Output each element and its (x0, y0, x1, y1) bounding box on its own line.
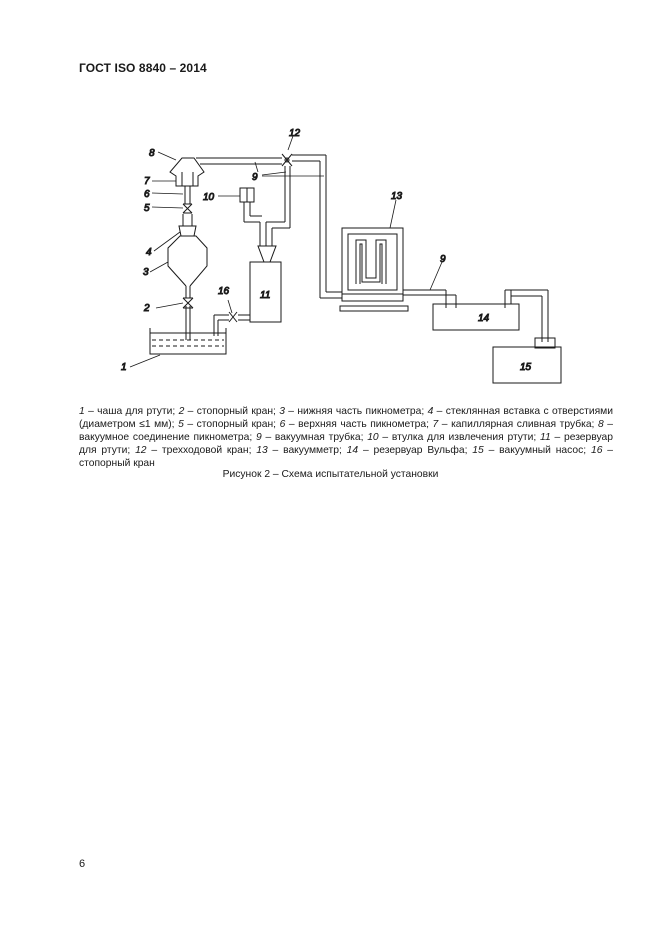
legend-item-number: 16 (591, 445, 603, 456)
legend-item (347, 445, 473, 456)
label-8: 8 (149, 148, 155, 159)
figure-caption: Рисунок 2 – Схема испытательной установки (222, 469, 439, 480)
legend-item (433, 419, 598, 430)
legend-item-number: 2 (178, 406, 185, 417)
document-header: ГОСТ ISO 8840 – 2014 (79, 61, 207, 75)
label-13: 13 (391, 191, 403, 202)
legend-item-number: 12 (135, 445, 147, 456)
legend-item-number: 3 (279, 406, 285, 417)
stopcock-5 (183, 204, 192, 213)
legend-item-text: – стопорный кран; (183, 419, 280, 430)
label-9-upper: 9 (252, 172, 258, 183)
label-3: 3 (143, 267, 149, 278)
figure-legend (79, 405, 613, 470)
legend-item-text: – стопорный кран (79, 445, 614, 469)
label-11: 11 (260, 290, 271, 301)
mercury-reservoir-11 (250, 246, 281, 322)
legend-item-text: – стеклянная вставка с отверстиями (диаметром ≤1 мм); (79, 406, 613, 430)
test-setup-diagram (0, 0, 661, 400)
sleeve-10 (240, 188, 262, 246)
label-12: 12 (289, 128, 301, 139)
label-6: 6 (144, 189, 150, 200)
legend-item-text: – вакуумное соединение пикнометра; (79, 419, 613, 443)
pycnometer-lower (168, 236, 207, 286)
label-7: 7 (144, 176, 150, 187)
glass-insert (179, 226, 196, 236)
legend-item (79, 406, 179, 417)
legend-item-text: – вакуумный насос; (483, 445, 591, 456)
legend-item-text: – вакуумметр; (267, 445, 347, 456)
legend-item-number: 11 (540, 432, 551, 443)
legend-item-number: 15 (472, 445, 484, 456)
legend-item-text: – резервуар для ртути; (79, 432, 613, 456)
label-15: 15 (520, 362, 532, 373)
legend-item-number: 1 (79, 406, 85, 417)
vacuum-gauge-13 (340, 228, 408, 311)
vacuum-pump-15 (493, 338, 561, 383)
legend-item-number: 9 (255, 432, 262, 443)
label-2: 2 (144, 303, 150, 314)
legend-item (135, 445, 256, 456)
legend-item-number: 5 (178, 419, 184, 430)
legend-item-text: – резервуар Вульфа; (358, 445, 473, 456)
legend-item-number: 8 (597, 419, 604, 430)
legend-item (279, 406, 427, 417)
label-16: 16 (218, 286, 230, 297)
legend-item (367, 432, 540, 443)
legend-item-number: 7 (432, 419, 439, 430)
legend-item (179, 406, 280, 417)
legend-item-number: 4 (427, 406, 434, 417)
legend-item-number: 10 (367, 432, 379, 443)
page-number: 6 (79, 858, 86, 870)
stopcock-16 (229, 312, 237, 322)
legend-item-number: 13 (256, 445, 268, 456)
legend-item-text: – втулка для извлечения ртути; (378, 432, 541, 443)
legend-item-number: 6 (279, 419, 286, 430)
legend-item (472, 445, 591, 456)
legend-item-text: – вакуумная трубка; (261, 432, 368, 443)
legend-item-text: – нижняя часть пикнометра; (284, 406, 428, 417)
legend-item-text: – стопорный кран; (184, 406, 280, 417)
three-way-cock-12 (282, 154, 292, 166)
legend-item-text: – верхняя часть пикнометра; (285, 419, 433, 430)
mercury-bowl (150, 328, 226, 354)
label-9-lower: 9 (440, 254, 446, 265)
label-1: 1 (121, 362, 127, 373)
legend-item-text: – капиллярная сливная трубка; (438, 419, 598, 430)
legend-item-number: 14 (346, 445, 359, 456)
label-5: 5 (144, 203, 150, 214)
label-14: 14 (478, 313, 490, 324)
legend-item (256, 432, 367, 443)
legend-item (178, 419, 280, 430)
legend-item-text: – трехходовой кран; (146, 445, 257, 456)
legend-item-text: – чаша для ртути; (84, 406, 179, 417)
label-10: 10 (203, 192, 215, 203)
legend-item (256, 445, 346, 456)
legend-item (280, 419, 433, 430)
leader-lines (130, 136, 442, 367)
label-4: 4 (146, 247, 152, 258)
stopcock-2 (183, 298, 193, 308)
pycnometer-upper (170, 158, 204, 186)
